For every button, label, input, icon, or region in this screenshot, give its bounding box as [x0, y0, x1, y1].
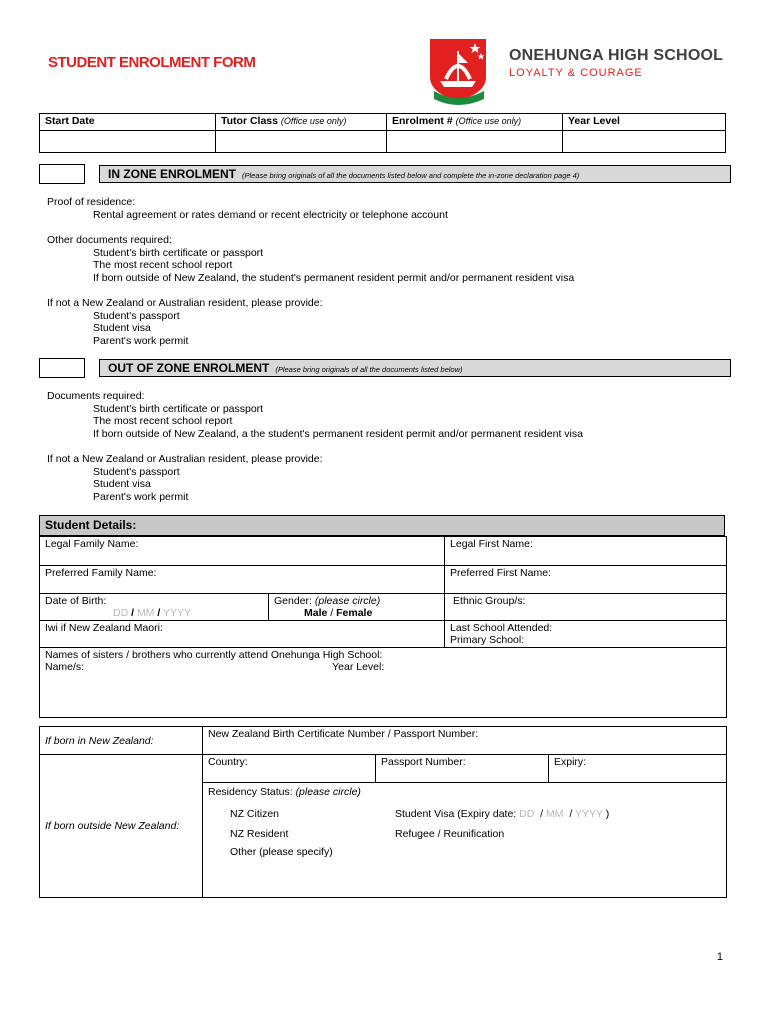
list-item: Parent's work permit: [93, 490, 189, 503]
in-zone-checkbox[interactable]: [39, 164, 85, 184]
iwi-field[interactable]: Iwi if New Zealand Maori:: [40, 621, 445, 648]
gender-male-option[interactable]: Male: [304, 607, 328, 619]
visa-month: MM: [546, 808, 564, 820]
residency-status-field[interactable]: Residency Status: (please circle) NZ Citizen NZ Resident Other (please specify) Student Visa (Expiry date: DD / MM / YYYY ) Refugee / Reunification: [203, 783, 727, 898]
page-number: 1: [716, 951, 723, 963]
gender-female-option[interactable]: Female: [336, 607, 373, 619]
in-zone-note: (Please bring originals of all the documents listed below and complete the in-zone declaration page 4): [242, 171, 580, 180]
enrolment-note: (Office use only): [455, 116, 522, 126]
list-item: The most recent school report: [93, 415, 233, 427]
student-visa-option[interactable]: Student Visa (Expiry date: DD / MM / YYYY ): [395, 808, 610, 820]
year-level-field[interactable]: [563, 131, 726, 153]
year-level-label: Year Level: [568, 115, 620, 127]
legal-family-name-field[interactable]: Legal Family Name:: [40, 537, 445, 566]
birth-cert-number-field[interactable]: New Zealand Birth Certificate Number / Passport Number:: [203, 727, 727, 755]
other-docs-list: [47, 234, 574, 284]
not-nz-label: If not a New Zealand or Australian resident, please provide:: [47, 297, 323, 309]
in-zone-list: [47, 196, 448, 221]
tutor-class-label: Tutor Class: [221, 115, 278, 127]
preferred-family-name-field[interactable]: Preferred Family Name:: [40, 566, 445, 594]
enrolment-number-field[interactable]: [387, 131, 563, 153]
out-zone-note: (Please bring originals of all the documents listed below): [275, 365, 463, 374]
proof-item: Rental agreement or rates demand or recent electricity or telephone account: [93, 208, 448, 221]
visa-day: DD: [519, 808, 535, 820]
list-item: Student visa: [93, 322, 151, 334]
list-item: Student's passport: [93, 309, 180, 322]
out-zone-heading: OUT OF ZONE ENROLMENT (Please bring originals of all the documents listed below): [99, 359, 731, 377]
docs-label: Documents required:: [47, 390, 145, 402]
list-item: If born outside of New Zealand, a the student's permanent resident permit and/or permanent resident visa: [93, 427, 583, 440]
refugee-option[interactable]: Refugee / Reunification: [395, 828, 505, 840]
siblings-field[interactable]: Names of sisters / brothers who currently attend Onehunga High School: Name/s: Year Level:: [40, 648, 727, 718]
country-field[interactable]: Country:: [203, 755, 376, 783]
out-zone-not-nz-list: [47, 453, 323, 503]
other-docs-label: Other documents required:: [47, 234, 172, 246]
enrolment-number-label: Enrolment #: [392, 115, 453, 127]
preferred-first-name-field[interactable]: Preferred First Name:: [445, 566, 727, 594]
list-item: Student's birth certificate or passport: [93, 246, 264, 259]
birth-residency-table: [39, 726, 727, 898]
list-item: Parent's work permit: [93, 334, 189, 347]
passport-number-field[interactable]: Passport Number:: [376, 755, 549, 783]
in-zone-not-nz-list: [47, 297, 323, 347]
visa-year: YYYY: [575, 808, 603, 820]
out-zone-docs-list: [47, 390, 583, 440]
form-title: STUDENT ENROLMENT FORM: [48, 54, 256, 71]
list-item: Student's passport: [93, 465, 180, 478]
list-item: If born outside of New Zealand, the student's permanent resident permit and/or permanent resident visa: [93, 271, 575, 284]
office-use-table: [39, 113, 726, 153]
not-nz-label: If not a New Zealand or Australian resident, please provide:: [47, 453, 323, 465]
date-of-birth-field[interactable]: Date of Birth: DD / MM / YYYY: [40, 594, 269, 621]
student-details-heading: Student Details:: [39, 515, 725, 536]
other-option[interactable]: Other (please specify): [230, 846, 333, 858]
nz-citizen-option[interactable]: NZ Citizen: [230, 808, 280, 820]
school-motto: LOYALTY & COURAGE: [509, 67, 643, 79]
legal-first-name-field[interactable]: Legal First Name:: [445, 537, 727, 566]
born-nz-label: If born in New Zealand:: [40, 727, 203, 755]
start-date-field[interactable]: [40, 131, 216, 153]
dob-year: YYYY: [163, 607, 192, 619]
start-date-label: Start Date: [45, 115, 95, 127]
proof-label: Proof of residence:: [47, 196, 136, 208]
list-item: The most recent school report: [93, 259, 233, 271]
sibling-year-level-label: Year Level:: [332, 661, 385, 673]
student-details-table: [39, 536, 727, 718]
out-zone-checkbox[interactable]: [39, 358, 85, 378]
school-crest-logo: [428, 37, 490, 109]
tutor-class-field[interactable]: [216, 131, 387, 153]
list-item: Student's birth certificate or passport: [93, 402, 264, 415]
tutor-class-note: (Office use only): [280, 116, 347, 126]
school-name: ONEHUNGA HIGH SCHOOL: [509, 47, 724, 64]
list-item: Student visa: [93, 478, 151, 490]
gender-field[interactable]: Gender: (please circle) Male / Female: [269, 594, 445, 621]
in-zone-heading: IN ZONE ENROLMENT (Please bring originals of all the documents listed below and complete the in-zone declaration page 4): [99, 165, 731, 183]
primary-school-label: Primary School:: [450, 634, 525, 646]
ethnic-group-field[interactable]: Ethnic Group/s:: [445, 594, 727, 621]
born-outside-nz-label: If born outside New Zealand:: [40, 755, 203, 898]
nz-resident-option[interactable]: NZ Resident: [230, 828, 289, 840]
last-school-field[interactable]: Last School Attended: Primary School:: [445, 621, 727, 648]
dob-month: MM: [136, 607, 155, 619]
passport-expiry-field[interactable]: Expiry:: [549, 755, 727, 783]
dob-day: DD: [113, 607, 129, 619]
